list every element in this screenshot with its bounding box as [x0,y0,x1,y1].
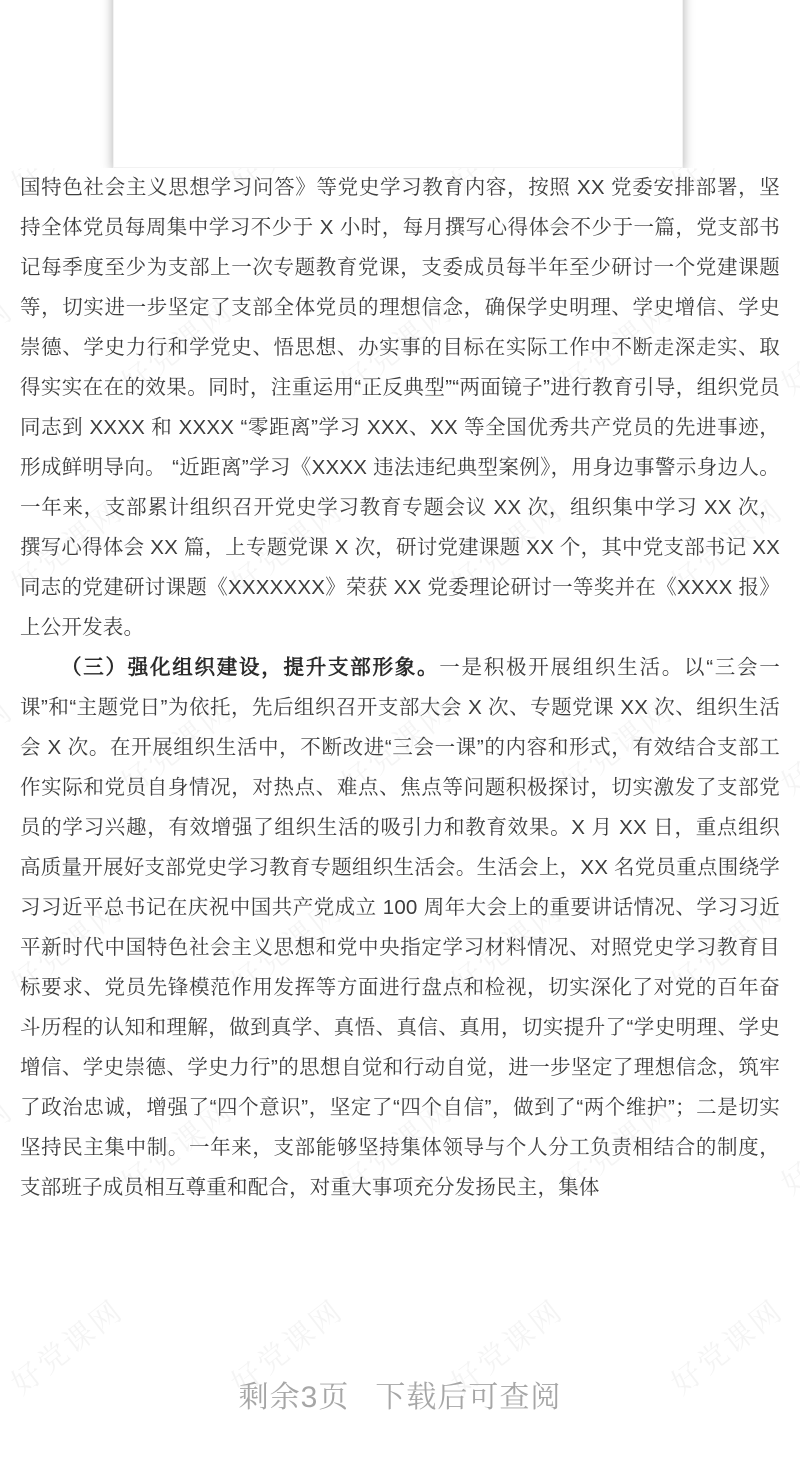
paragraph-section-three [20,648,780,1208]
document-body [20,168,780,1208]
previous-page-card [113,0,683,168]
watermark-text [0,1087,21,1203]
section-three-body: 一是积极开展组织生活。以“三会一课”和“主题党日”为依托，先后组织召开支部大会 X 次、专题党课 XX 次、组织生活会 X 次。在开展组织生活中，不断改进“三会一课”的内容和形式，有效结合支部工作实际和党员自身情况，对热点、难点、焦点等问题积极探讨，切实激发了支部党员的学习兴趣，有效增强了组织生活的吸引力和教育效果。X 月 XX 日，重点组织高质量开展好支部党史学习教育专题组织生活会。生活会上，XX 名党员重点围绕学习习近平总书记在庆祝中国共产党成立 100 周年大会上的重要讲话情况、学习习近平新时代中国特色社会主义思想和党中央指定学习材料情况、对照党史学习教育目标要求、党员先锋模范作用发挥等方面进行盘点和检视，切实深化了对党的百年奋斗历程的认知和理解，做到真学、真悟、真信、真用，切实提升了“学史明理、学史增信、学史崇德、学史力行”的思想自觉和行动自觉，进一步坚定了理想信念，筑牢了政治忠诚，增强了“四个意识”，坚定了“四个自信”，做到了“两个维护”；二是切实坚持民主集中制。一年来，支部能够坚持集体领导与个人分工负责相结合的制度，支部班子成员相互尊重和配合，对重大事项充分发扬民主，集体 [20,656,780,1199]
document-page [0,168,800,1398]
paragraph-continuation: 国特色社会主义思想学习问答》等党史学习教育内容，按照 XX 党委安排部署，坚持全体党员每周集中学习不少于 X 小时，每月撰写心得体会不少于一篇，党支部书记每季度至少为支部上一次专题教育党课，支委成员每半年至少研讨一个党建课题等，切实进一步坚定了支部全体党员的理想信念，确保学史明理、学史增信、学史崇德、学史力行和学党史、悟思想、办实事的目标在实际工作中不断走深走实、取得实实在在的效果。同时，注重运用“正反典型”“两面镜子”进行教育引导，组织党员同志到 XXXX 和 XXXX “零距离”学习 XXX、XX 等全国优秀共产党员的先进事迹，形成鲜明导向。 “近距离”学习《XXXX 违法违纪典型案例》，用身边事警示身边人。一年来，支部累计组织召开党史学习教育专题会议 XX 次，组织集中学习 XX 次，撰写心得体会 XX 篇，上专题党课 X 次，研讨党建课题 XX 个，其中党支部书记 XX 同志的党建研讨课题《XXXXXXX》荣获 XX 党委理论研讨一等奖并在《XXXX 报》上公开发表。 [20,176,780,639]
remaining-pages-label: 剩余3页 [238,1381,350,1414]
footer-notice [0,1372,800,1416]
download-hint-label[interactable]: 下载后可查阅 [375,1381,562,1414]
section-heading-three: （三）强化组织建设，提升支部形象。 [61,656,440,679]
watermark-text [0,287,21,403]
watermark-text [0,687,21,803]
